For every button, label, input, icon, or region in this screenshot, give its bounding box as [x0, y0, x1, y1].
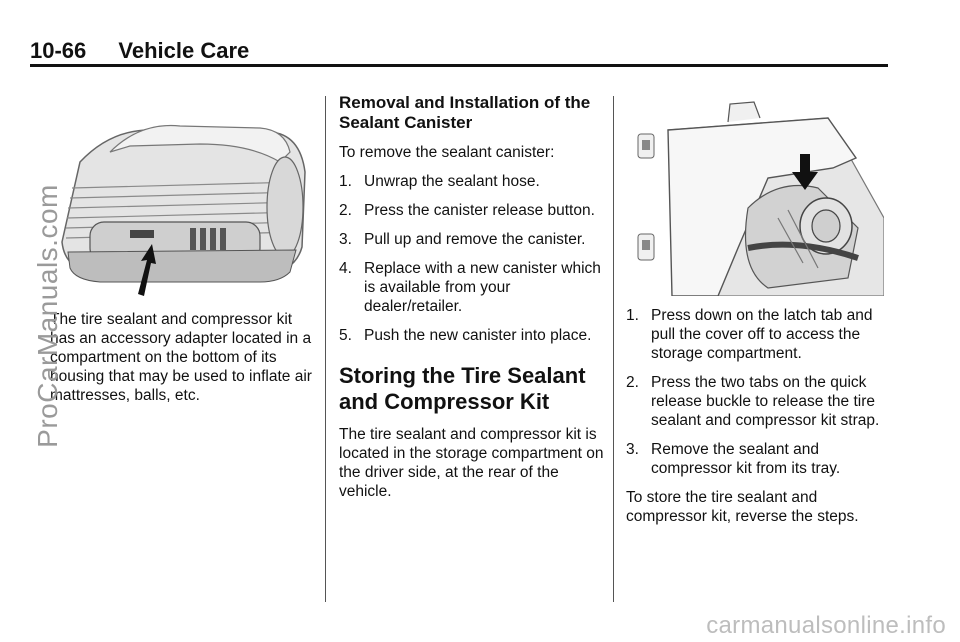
page-header: [30, 38, 249, 64]
list-item: 4. Replace with a new canister which is available from your dealer/retailer.: [339, 260, 601, 315]
list-item: 3. Remove the sealant and compressor kit from its tray.: [626, 441, 841, 477]
compressor-caption: The tire sealant and compressor kit has an accessory adapter located in a compartment on the bottom of its housing that may be used to inflate air mattresses, balls, etc.: [50, 311, 312, 404]
column-divider-right: [613, 96, 614, 602]
storing-body: The tire sealant and compressor kit is located in the storage compartment on the driver side, at the rear of the vehicle.: [339, 426, 604, 500]
list-item: 5. Push the new canister into place.: [339, 327, 592, 344]
list-item: 1. Press down on the latch tab and pull the cover off to access the storage compartment.: [626, 307, 873, 362]
storage-steps: [626, 306, 888, 478]
column-divider-left: [325, 96, 326, 602]
storage-closing: To store the tire sealant and compressor kit, reverse the steps.: [626, 489, 859, 525]
column-2: [339, 93, 605, 511]
compressor-illustration: [50, 122, 315, 300]
watermark-side: ProCarManuals.com: [32, 184, 63, 448]
list-item: 2. Press the canister release button.: [339, 202, 595, 219]
section-heading-storing: Storing the Tire Sealant and Compressor Kit: [339, 363, 586, 414]
header-rule: [30, 64, 888, 67]
column-1: [50, 310, 318, 415]
list-item: 1. Unwrap the sealant hose.: [339, 173, 540, 190]
section-heading-removal: Removal and Installation of the Sealant Canister: [339, 93, 591, 132]
list-item: 2. Press the two tabs on the quick release buckle to release the tire sealant and compressor kit strap.: [626, 374, 880, 429]
page-number: 10-66: [30, 38, 87, 63]
column-3: [626, 306, 888, 536]
section-title: Vehicle Care: [118, 38, 250, 63]
removal-intro: To remove the sealant canister:: [339, 144, 555, 161]
storage-compartment-illustration: [628, 98, 884, 296]
watermark-bottom: carmanualsonline.info: [706, 612, 946, 639]
removal-steps: [339, 172, 605, 345]
list-item: 3. Pull up and remove the canister.: [339, 231, 586, 248]
